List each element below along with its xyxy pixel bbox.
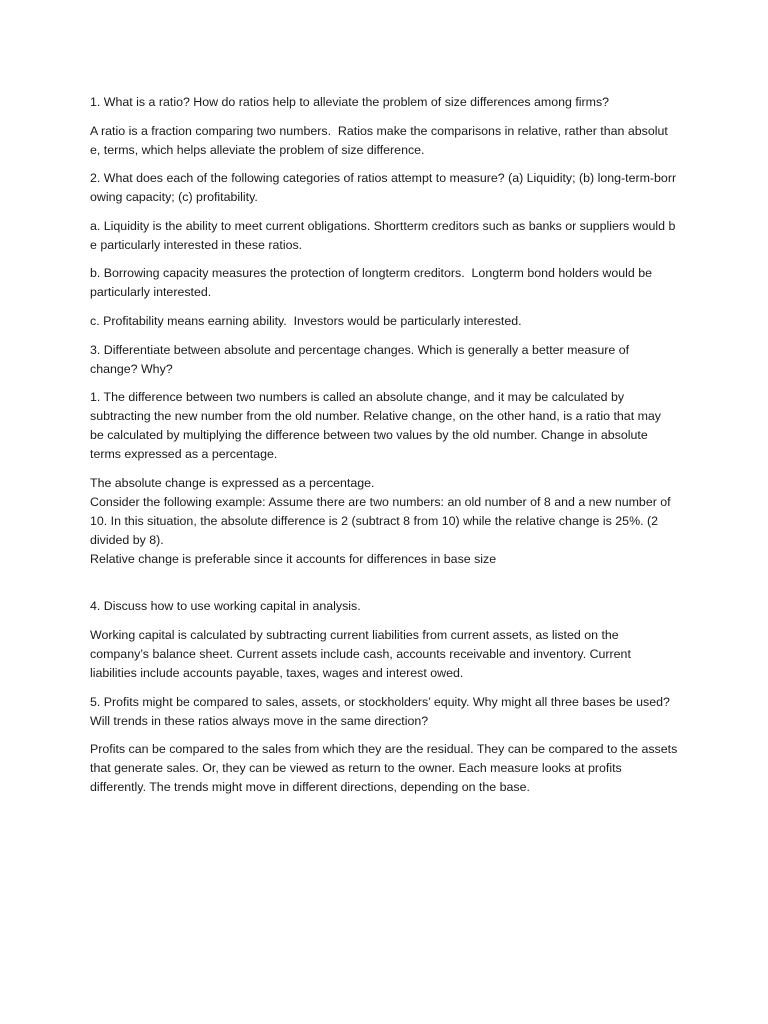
answer-3-part-1: 1. The difference between two numbers is called an absolute change, and it may be calculated by subtracting the new number from the old number. Relative change, on the other hand, is a ratio that may be calculated by multiplying the difference between two values by the old number. Change in absolute terms expressed as a percentage.: [90, 390, 665, 462]
question-3: 3. Differentiate between absolute and percentage changes. Which is generally a better measure of change? Why?: [90, 342, 633, 376]
answer-3-line-2: Consider the following example: Assume there are two numbers: an old number of 8 and a new number of 10. In this situation, the absolute difference is 2 (subtract 8 from 10) while the relative change is 25%. (2 divided by 8).: [90, 494, 675, 547]
answer-3-line-3: Relative change is preferable since it accounts for differences in base size: [90, 551, 497, 566]
question-4: 4. Discuss how to use working capital in analysis.: [90, 599, 361, 614]
question-1: 1. What is a ratio? How do ratios help to alleviate the problem of size differences among firms?: [90, 95, 610, 109]
answer-5: Profits can be compared to the sales from which they are the residual. They can be compared to the assets that generate sales. Or, they can be viewed as return to the owner. Each measure looks at profits differently. The trends might move in different directions, depending on the base.: [90, 742, 681, 795]
blank-line: [90, 569, 678, 588]
question-2: 2. What does each of the following categories of ratios attempt to measure? (a) Liquidity; (b) long-term-borrowing capacity; (c) profitability.: [90, 171, 677, 205]
answer-4: Working capital is calculated by subtracting current liabilities from current assets, as listed on the company’s balance sheet. Current assets include cash, accounts receivable and inventory. Current liabilities include accounts payable, taxes, wages and interest owed.: [90, 627, 635, 680]
answer-1: A ratio is a fraction comparing two numbers. Ratios make the comparisons in relative, rather than absolute, terms, which helps alleviate the problem of size difference.: [90, 123, 668, 157]
answer-3-line-1: The absolute change is expressed as a percentage.: [90, 475, 375, 490]
answer-2c: c. Profitability means earning ability. Investors would be particularly interested.: [90, 313, 522, 328]
answer-2a: a. Liquidity is the ability to meet current obligations. Shortterm creditors such as banks or suppliers would be particularly interested in these ratios.: [90, 218, 676, 252]
answer-2b: b. Borrowing capacity measures the protection of longterm creditors. Longterm bond holders would be particularly interested.: [90, 266, 656, 300]
answer-3-part-2: [90, 474, 678, 588]
question-5: 5. Profits might be compared to sales, assets, or stockholders’ equity. Why might all three bases be used? Will trends in these ratios always move in the same direction?: [90, 694, 674, 728]
